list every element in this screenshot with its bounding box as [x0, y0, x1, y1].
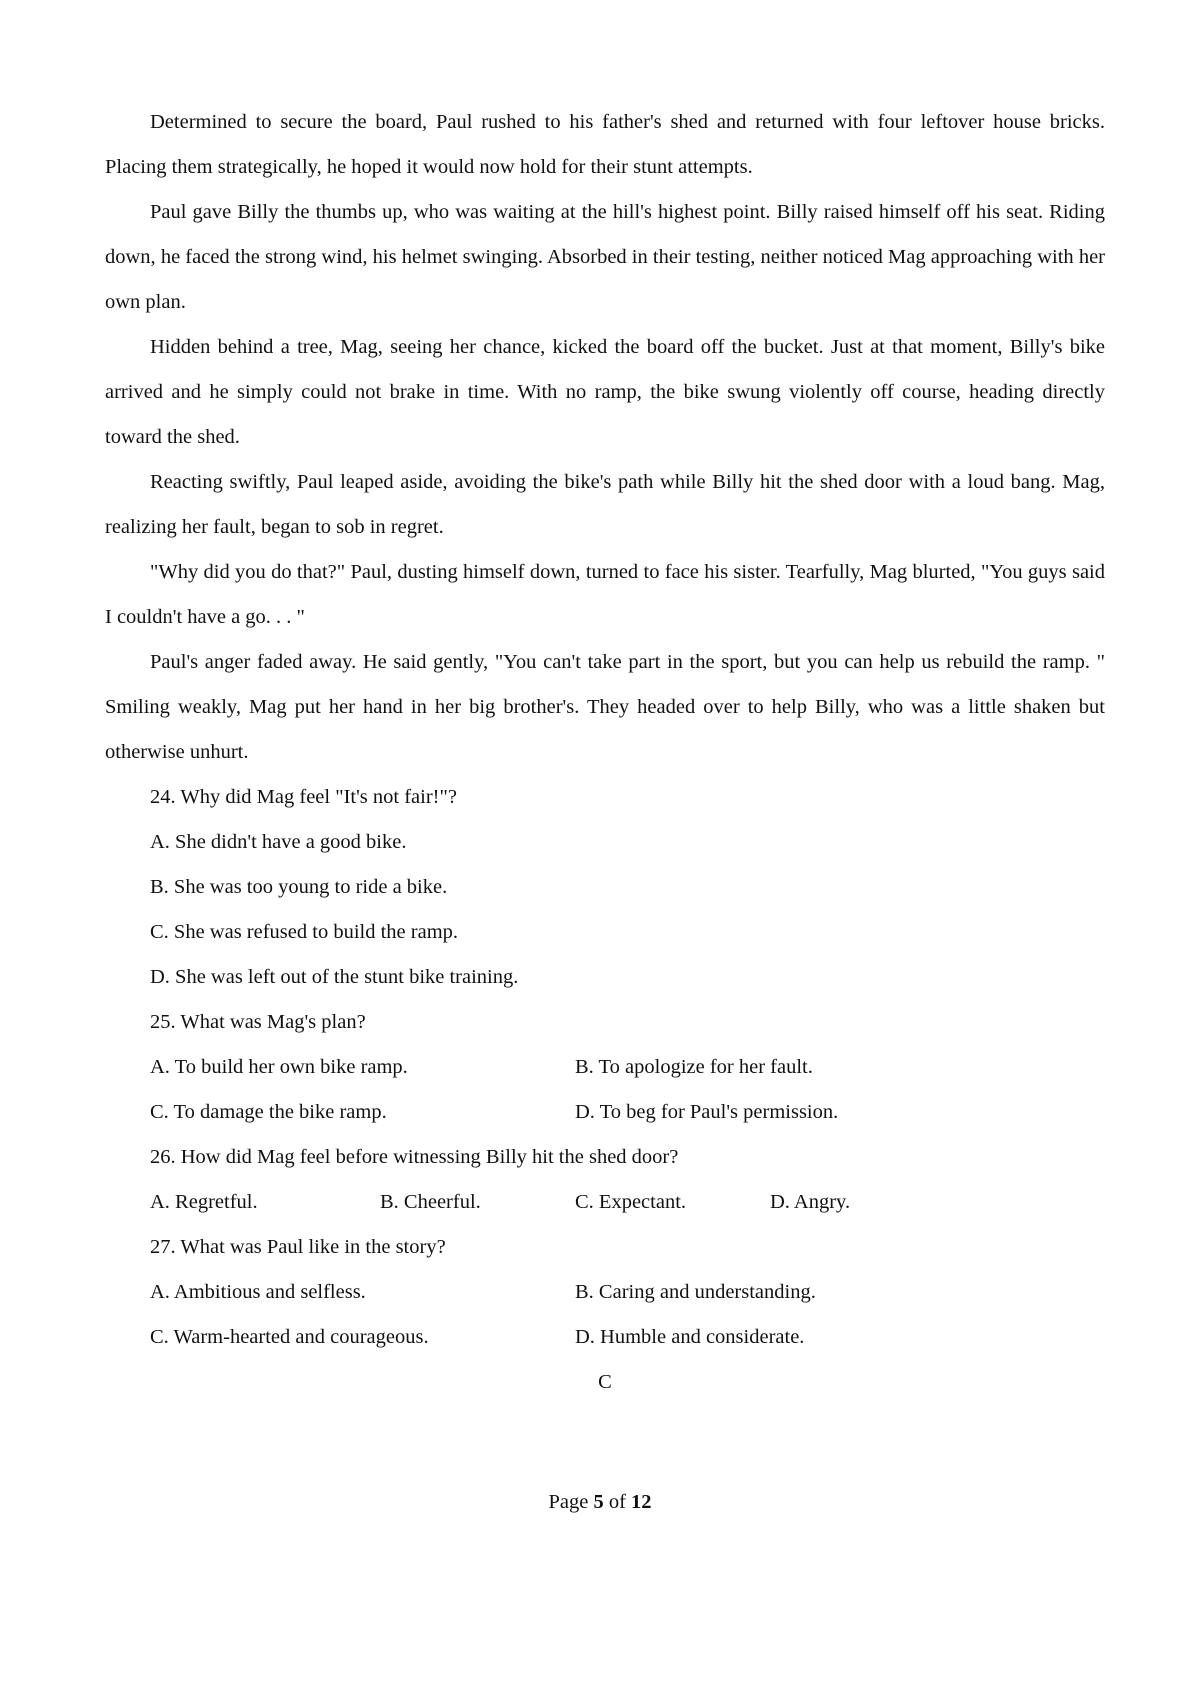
- questions: [105, 775, 1105, 1360]
- footer-text-of: of: [603, 1491, 632, 1513]
- section-c-label: C: [598, 1371, 612, 1393]
- option: C. She was refused to build the ramp.: [150, 921, 459, 943]
- paragraph: Reacting swiftly, Paul leaped aside, avoiding the bike's path while Billy hit the shed door with a loud bang. Mag, realizing her fault, began to sob in regret.: [105, 471, 1105, 538]
- option: A. She didn't have a good bike.: [150, 831, 407, 853]
- footer-text-page: Page: [548, 1491, 594, 1513]
- paragraph: Determined to secure the board, Paul rushed to his father's shed and returned with four leftover house bricks. Placing them strategically, he hoped it would now hold for their stunt attempts.: [105, 111, 1105, 178]
- option: B. To apologize for her fault.: [575, 1056, 813, 1078]
- option: A. Regretful.: [150, 1191, 258, 1213]
- total-pages: 12: [631, 1491, 652, 1513]
- options-grid: [150, 1180, 1105, 1225]
- question-text: 25. What was Mag's plan?: [150, 1011, 366, 1033]
- question-text: 27. What was Paul like in the story?: [150, 1236, 446, 1258]
- option: D. Angry.: [770, 1191, 851, 1213]
- option: B. Cheerful.: [380, 1191, 481, 1213]
- question-text: 24. Why did Mag feel "It's not fair!"?: [150, 786, 457, 808]
- paragraph: Paul gave Billy the thumbs up, who was waiting at the hill's highest point. Billy raised himself off his seat. Riding down, he faced the strong wind, his helmet swinging. Absorbed in their testing, neither noticed Mag approaching with her own plan.: [105, 201, 1105, 313]
- options-grid: [150, 1045, 1105, 1135]
- option: D. To beg for Paul's permission.: [575, 1101, 839, 1123]
- option: B. She was too young to ride a bike.: [150, 876, 448, 898]
- option: B. Caring and understanding.: [575, 1281, 816, 1303]
- paragraph: Paul's anger faded away. He said gently, "You can't take part in the sport, but you can help us rebuild the ramp. " Smiling weakly, Mag put her hand in her big brother's. They headed over to help Billy, who was a little shaken but otherwise unhurt.: [105, 651, 1105, 763]
- option: C. To damage the bike ramp.: [150, 1101, 387, 1123]
- option: A. To build her own bike ramp.: [150, 1056, 408, 1078]
- paragraph: "Why did you do that?" Paul, dusting himself down, turned to face his sister. Tearfully, Mag blurted, "You guys said I couldn't have a go. . . ": [105, 561, 1105, 628]
- passage: [105, 100, 1105, 775]
- page-footer: [0, 1488, 1200, 1516]
- option: D. Humble and considerate.: [575, 1326, 805, 1348]
- question-text: 26. How did Mag feel before witnessing Billy hit the shed door?: [150, 1146, 679, 1168]
- options-grid: [150, 820, 1105, 1000]
- option: D. She was left out of the stunt bike training.: [150, 966, 519, 988]
- option: C. Warm-hearted and courageous.: [150, 1326, 429, 1348]
- options-grid: [150, 1270, 1105, 1360]
- paragraph: Hidden behind a tree, Mag, seeing her chance, kicked the board off the bucket. Just at that moment, Billy's bike arrived and he simply could not brake in time. With no ramp, the bike swung violently off course, heading directly toward the shed.: [105, 336, 1105, 448]
- option: C. Expectant.: [575, 1191, 687, 1213]
- option: A. Ambitious and selfless.: [150, 1281, 366, 1303]
- page-number: 5: [593, 1491, 604, 1513]
